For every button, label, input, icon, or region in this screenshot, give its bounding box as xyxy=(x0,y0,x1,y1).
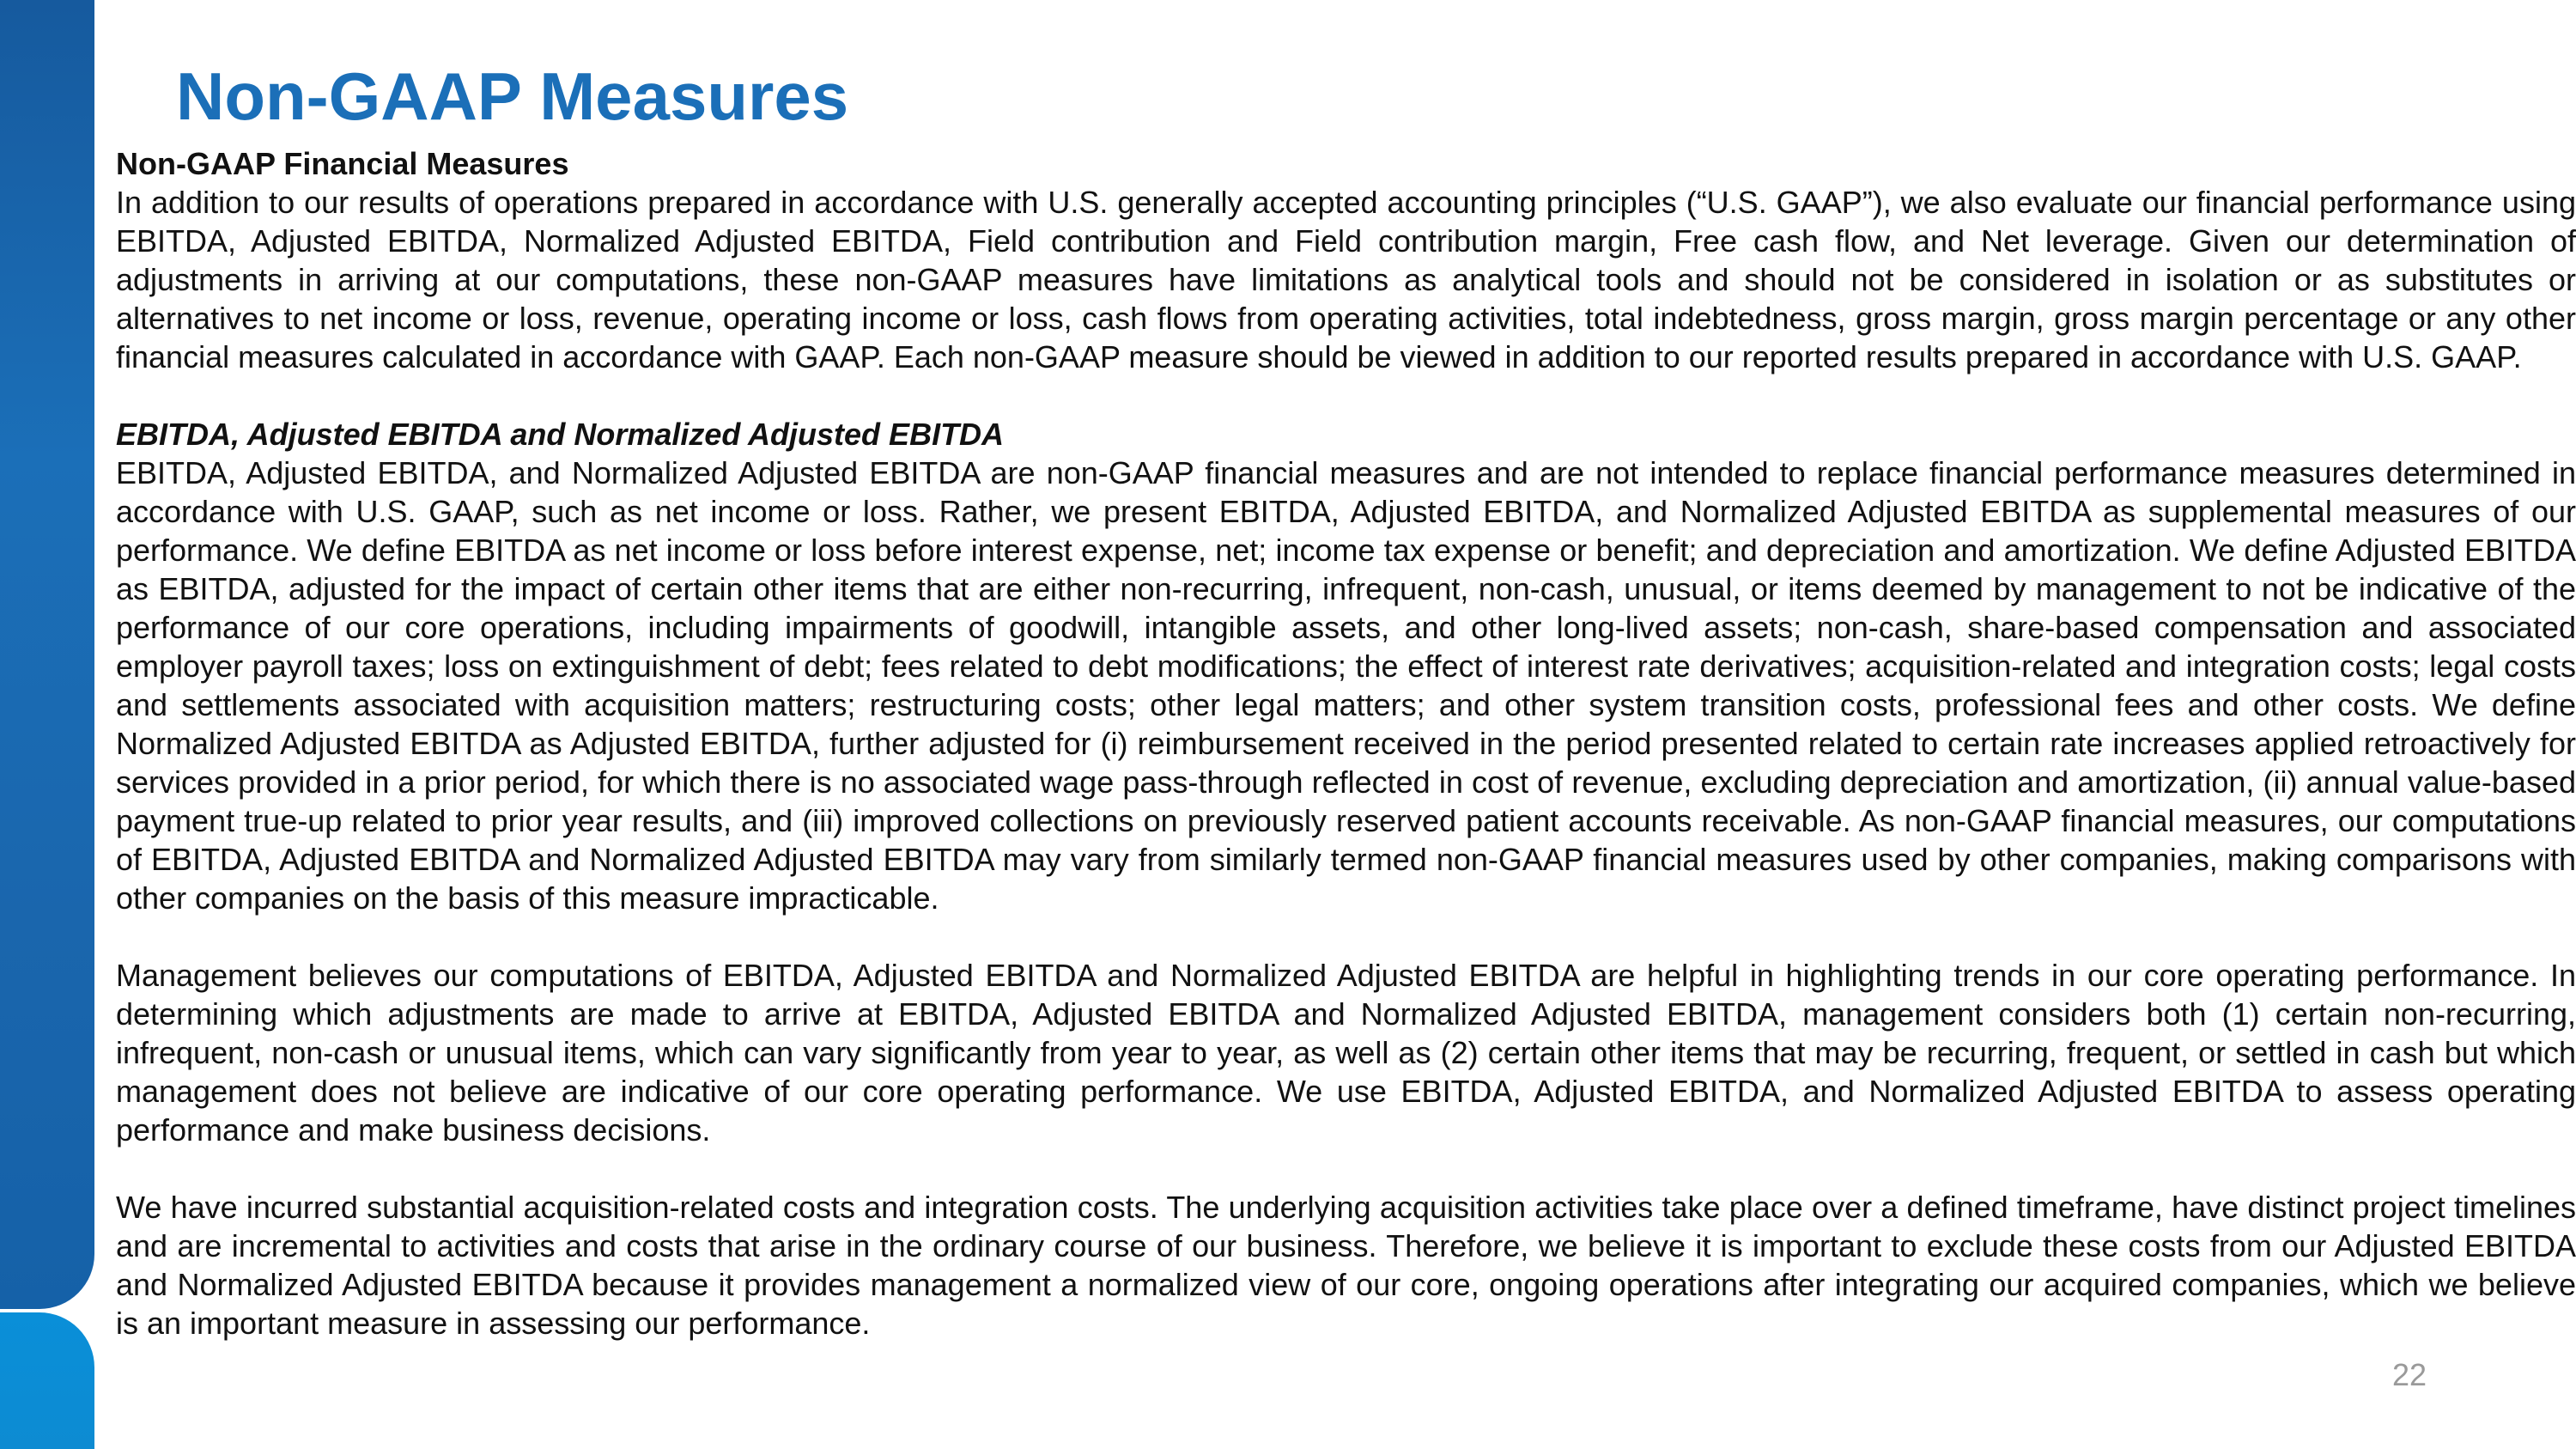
left-accent-bar-upper xyxy=(0,0,94,1309)
section-heading-financial-measures: Non-GAAP Financial Measures xyxy=(116,146,569,181)
page-title: Non-GAAP Measures xyxy=(176,58,849,134)
paragraph-spacer xyxy=(116,1149,2576,1188)
paragraph-spacer xyxy=(116,376,2576,415)
paragraph-financial-measures: In addition to our results of operations prepared in accordance with U.S. generally accepted accounting principles (“U.S. GAAP”), we also evaluate our financial performance using EBITDA, Adjusted EBITDA, Normalized Adjusted EBITDA, Field contribution and Field contribution margin, Free cash flow, and Net leverage. Given our determination of adjustments in arriving at our computations, these non-GAAP measures have limitations as analytical tools and should not be considered in isolation or as substitutes or alternatives to net income or loss, revenue, operating income or loss, cash flows from operating activities, total indebtedness, gross margin, gross margin percentage or any other financial measures calculated in accordance with GAAP. Each non-GAAP measure should be viewed in addition to our reported results prepared in accordance with U.S. GAAP. xyxy=(116,185,2576,374)
paragraph-spacer xyxy=(116,917,2576,956)
slide-body xyxy=(116,144,2576,1342)
section-heading-ebitda: EBITDA, Adjusted EBITDA and Normalized Adjusted EBITDA xyxy=(116,417,1005,452)
left-accent-bar-lower xyxy=(0,1312,94,1449)
paragraph-ebitda-definitions: EBITDA, Adjusted EBITDA, and Normalized Adjusted EBITDA are non-GAAP financial measures and are not intended to replace financial performance measures determined in accordance with U.S. GAAP, such as net income or loss. Rather, we present EBITDA, Adjusted EBITDA, and Normalized Adjusted EBITDA as supplemental measures of our performance. We define EBITDA as net income or loss before interest expense, net; income tax expense or benefit; and depreciation and amortization. We define Adjusted EBITDA as EBITDA, adjusted for the impact of certain other items that are either non-recurring, infrequent, non-cash, unusual, or items deemed by management to not be indicative of the performance of our core operations, including impairments of goodwill, intangible assets, and other long-lived assets; non-cash, share-based compensation and associated employer payroll taxes; loss on extinguishment of debt; fees related to debt modifications; the effect of interest rate derivatives; acquisition-related and integration costs; legal costs and settlements associated with acquisition matters; restructuring costs; other legal matters; and other system transition costs, professional fees and other costs. We define Normalized Adjusted EBITDA as Adjusted EBITDA, further adjusted for (i) reimbursement received in the period presented related to certain rate increases applied retroactively for services provided in a prior period, for which there is no associated wage pass-through reflected in cost of revenue, excluding depreciation and amortization, (ii) annual value-based payment true-up related to prior year results, and (iii) improved collections on previously reserved patient accounts receivable. As non-GAAP financial measures, our computations of EBITDA, Adjusted EBITDA and Normalized Adjusted EBITDA may vary from similarly termed non-GAAP financial measures used by other companies, making comparisons with other companies on the basis of this measure impracticable. xyxy=(116,455,2576,916)
paragraph-ebitda-acquisition-costs: We have incurred substantial acquisition-related costs and integration costs. The underlying acquisition activities take place over a defined timeframe, have distinct project timelines and are incremental to activities and costs that arise in the ordinary course of our business. Therefore, we believe it is important to exclude these costs from our Adjusted EBITDA and Normalized Adjusted EBITDA because it provides management a normalized view of our core, ongoing operations after integrating our acquired companies, which we believe is an important measure in assessing our performance. xyxy=(116,1190,2576,1341)
page-number: 22 xyxy=(2392,1357,2427,1392)
paragraph-ebitda-management: Management believes our computations of EBITDA, Adjusted EBITDA and Normalized Adjusted EBITDA are helpful in highlighting trends in our core operating performance. In determining which adjustments are made to arrive at EBITDA, Adjusted EBITDA and Normalized Adjusted EBITDA, management considers both (1) certain non-recurring, infrequent, non-cash or unusual items, which can vary significantly from year to year, as well as (2) certain other items that may be recurring, frequent, or settled in cash but which management does not believe are indicative of our core operating performance. We use EBITDA, Adjusted EBITDA, and Normalized Adjusted EBITDA to assess operating performance and make business decisions. xyxy=(116,958,2576,1148)
left-accent-bar xyxy=(0,0,94,1449)
